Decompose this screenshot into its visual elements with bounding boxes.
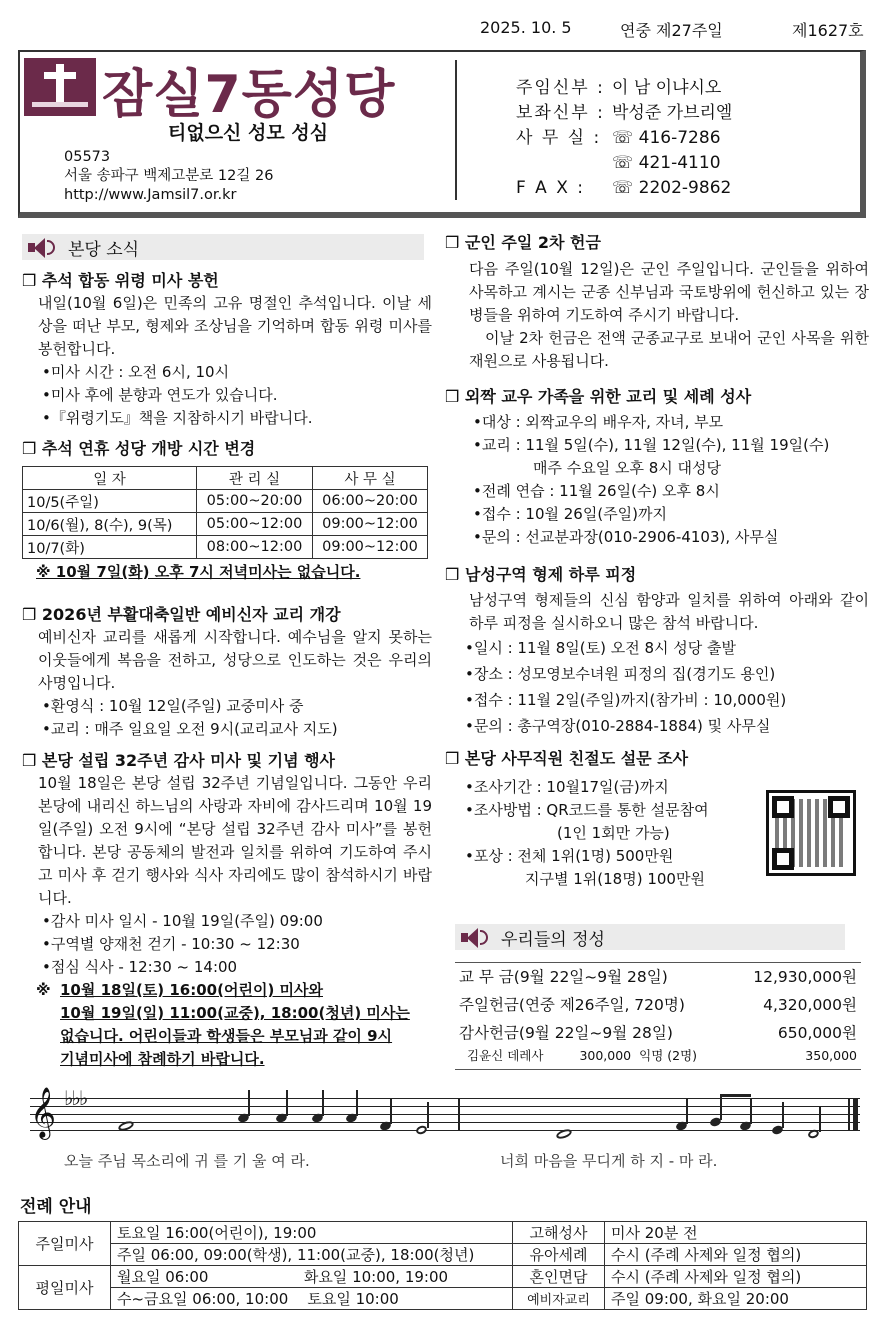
table-cell: 유아세례 bbox=[513, 1244, 605, 1266]
table-cell: 08:00~12:00 bbox=[197, 536, 313, 559]
row-label: 평일미사 bbox=[19, 1266, 111, 1310]
section-anniversary bbox=[22, 750, 432, 1071]
table-cell: 수시 (주례 사제와 일정 협의) bbox=[605, 1266, 867, 1288]
section-body: 예비신자 교리를 새롭게 시작합니다. 예수님을 알지 못하는 이웃들에게 복음을 전하고, 성당으로 인도하는 것은 우리의 사명입니다. bbox=[38, 628, 432, 692]
offering-label: 교 무 금(9월 22일~9월 28일) bbox=[459, 968, 668, 986]
section-body: 내일(10월 6일)은 민족의 고유 명절인 추석입니다. 이날 세상을 떠난 부모, 형제와 조상님을 기억하며 합동 위령 미사를 봉헌합니다. bbox=[38, 294, 432, 358]
list-item: 매주 수요일 오후 8시 대성당 bbox=[533, 459, 722, 477]
notice-line: 10월 18일(토) 16:00(어린이) 미사와 bbox=[60, 981, 323, 999]
street-address: 서울 송파구 백제고분로 12길 26 bbox=[64, 168, 274, 184]
table-header: 관 리 실 bbox=[197, 467, 313, 490]
table-cell: 09:00~12:00 bbox=[313, 536, 428, 559]
donor-name-2: 익명 (2명) bbox=[639, 1048, 698, 1063]
parish-address bbox=[64, 148, 273, 205]
treble-clef-icon: 𝄞 bbox=[30, 1087, 57, 1138]
speaker-icon bbox=[26, 237, 54, 257]
liturgy-title: 전례 안내 bbox=[20, 1197, 92, 1217]
list-item: •구역별 양재천 걷기 - 10:30 ~ 12:30 bbox=[42, 935, 300, 953]
section-title: ❒ 외짝 교우 가족을 위한 교리 및 세례 성사 bbox=[445, 387, 752, 406]
section-body: 10월 18일은 본당 설립 32주년 기념일입니다. 그동안 우리 본당에 내리신 하느님의 사랑과 자비에 감사드리며 10월 19일(주일) 오전 9시에 “본당 설립 32주년 감사 미사”를 봉헌합니다. 본당 공동체의 발전과 일치를 위하여 기도하여 주시고 미사 후 걷기 행사와 식사 자리에도 많이 참석하시기 바랍니다. bbox=[38, 774, 432, 907]
table-cell: 토요일 16:00(어린이), 19:00 bbox=[111, 1222, 513, 1244]
notice-text: ※ 10월 7일(화) 오후 7시 저녁미사는 없습니다. bbox=[36, 563, 361, 581]
list-item: •점심 식사 - 12:30 ~ 14:00 bbox=[42, 958, 238, 976]
list-item: •교리 : 11월 5일(수), 11월 12일(수), 11월 19일(수) bbox=[473, 436, 830, 454]
section-title: ❒ 추석 연휴 성당 개방 시간 변경 bbox=[22, 439, 256, 458]
list-item: •장소 : 성모영보수녀원 피정의 집(경기도 용인) bbox=[465, 665, 776, 683]
table-cell: 주일 06:00, 09:00(학생), 11:00(교중), 18:00(청년) bbox=[111, 1244, 513, 1266]
key-signature-icon: ♭♭♭ bbox=[64, 1086, 87, 1110]
postal-code: 05573 bbox=[64, 149, 111, 165]
list-item: •조사방법 : QR코드를 통한 설문참여 bbox=[465, 801, 709, 819]
row-label: 주일미사 bbox=[19, 1222, 111, 1266]
table-cell: 수시 (주례 사제와 일정 협의) bbox=[605, 1244, 867, 1266]
beam bbox=[720, 1094, 751, 1097]
list-item: •전례 연습 : 11월 26일(수) 오후 8시 bbox=[473, 482, 720, 500]
list-item: •감사 미사 일시 - 10월 19일(주일) 09:00 bbox=[42, 912, 323, 930]
offerings-table bbox=[455, 962, 861, 1070]
section-body-2: 이날 2차 헌금은 전액 군종교구로 보내어 군인 사목을 위한 재원으로 사용됩니다. bbox=[469, 329, 869, 370]
list-item: •『위령기도』책을 지참하시기 바랍니다. bbox=[42, 409, 313, 427]
section-opening-hours bbox=[22, 438, 432, 584]
donor-amount-2: 350,000 bbox=[805, 1048, 857, 1063]
list-item: •포상 : 전체 1위(1명) 500만원 bbox=[465, 847, 674, 865]
bar-line bbox=[458, 1098, 460, 1130]
table-cell: 10/7(화) bbox=[23, 536, 197, 559]
table-cell: 09:00~12:00 bbox=[313, 513, 428, 536]
news-header bbox=[22, 234, 424, 260]
notice-line: 10월 19일(일) 11:00(교중), 18:00(청년) 미사는 bbox=[60, 1004, 410, 1022]
table-cell: 10/5(주일) bbox=[23, 490, 197, 513]
offering-row bbox=[455, 963, 861, 991]
section-family-catechesis bbox=[445, 386, 869, 549]
table-cell: 05:00~20:00 bbox=[197, 490, 313, 513]
table-cell: 혼인면담 bbox=[513, 1266, 605, 1288]
offering-label: 주일헌금(연중 제26주일, 720명) bbox=[459, 996, 685, 1014]
offering-amount: 650,000원 bbox=[777, 1024, 857, 1042]
section-body: 남성구역 형제들의 신심 함양과 일치를 위하여 아래와 같이 하루 피정을 실시하오니 많은 참석 바랍니다. bbox=[469, 591, 869, 632]
list-item: •대상 : 외짝교우의 배우자, 자녀, 부모 bbox=[473, 413, 724, 431]
issue-number: 제1627호 bbox=[792, 21, 864, 40]
parish-title: 잠실7동성당 bbox=[102, 65, 396, 125]
section-title: ❒ 추석 합동 위령 미사 봉헌 bbox=[22, 271, 219, 290]
staff-key: 보좌신부 : bbox=[516, 103, 605, 123]
section-mens-retreat bbox=[445, 564, 869, 739]
table-cell: 06:00~20:00 bbox=[313, 490, 428, 513]
parish-subtitle: 티없으신 성모 성심 bbox=[168, 122, 329, 144]
website-link[interactable]: http://www.Jamsil7.or.kr bbox=[64, 187, 237, 203]
notice-text bbox=[60, 979, 410, 1071]
notice-mark: ※ bbox=[36, 981, 51, 999]
section-catechumen bbox=[22, 604, 432, 741]
masthead-divider bbox=[455, 60, 457, 200]
staff-value: 박성준 가브리엘 bbox=[612, 103, 733, 123]
list-item: •일시 : 11월 8일(토) 오전 8시 성당 출발 bbox=[465, 639, 737, 657]
section-body: 다음 주일(10월 12일)은 군인 주일입니다. 군인들을 위하여 사목하고 계시는 군종 신부님과 국토방위에 헌신하고 있는 장병들을 위하여 기도하여 주시기 바랍니다. bbox=[469, 260, 869, 324]
staff-value: ☏ 416-7286 bbox=[612, 128, 721, 148]
section-title: ❒ 본당 사무직원 친절도 설문 조사 bbox=[445, 749, 689, 768]
offerings-header bbox=[455, 924, 845, 950]
lyrics-line-1: 오늘 주님 목소리에 귀 를 기 울 여 라. bbox=[64, 1152, 310, 1170]
staff-value: ☏ 2202-9862 bbox=[612, 178, 732, 198]
section-title: ❒ 2026년 부활대축일반 예비신자 교리 개강 bbox=[22, 605, 341, 624]
liturgical-week: 연중 제27주일 bbox=[620, 21, 723, 40]
donor-amount: 300,000 bbox=[579, 1048, 632, 1063]
offering-amount: 12,930,000원 bbox=[753, 968, 857, 986]
staff-value: 이 남 이냐시오 bbox=[612, 78, 722, 98]
list-item: •미사 후에 분향과 연도가 있습니다. bbox=[42, 386, 278, 404]
opening-hours-table bbox=[22, 466, 428, 559]
notice-line: 기념미사에 참례하기 바랍니다. bbox=[60, 1050, 265, 1068]
section-chuseok-mass bbox=[22, 270, 432, 430]
parish-logo-icon bbox=[24, 58, 96, 116]
table-cell: 주일 09:00, 화요일 20:00 bbox=[605, 1288, 867, 1310]
list-item: •미사 시간 : 오전 6시, 10시 bbox=[42, 363, 230, 381]
table-cell: 미사 20분 전 bbox=[605, 1222, 867, 1244]
section-military-sunday bbox=[445, 232, 869, 373]
offerings-title: 우리들의 정성 bbox=[501, 929, 605, 950]
lyrics-line-2: 너희 마음을 무디게 하 지 - 마 라. bbox=[500, 1152, 718, 1170]
table-cell: 05:00~12:00 bbox=[197, 513, 313, 536]
section-survey bbox=[445, 748, 765, 891]
section-title: ❒ 본당 설립 32주년 감사 미사 및 기념 행사 bbox=[22, 751, 336, 770]
liturgy-table bbox=[18, 1221, 867, 1310]
list-item: 지구별 1위(18명) 100만원 bbox=[525, 870, 705, 888]
notice-line: 없습니다. 어린이들과 학생들은 부모님과 같이 9시 bbox=[60, 1027, 393, 1045]
news-title: 본당 소식 bbox=[68, 239, 140, 260]
staff-list bbox=[516, 76, 732, 201]
offering-row bbox=[455, 991, 861, 1019]
list-item: •환영식 : 10월 12일(주일) 교중미사 중 bbox=[42, 697, 304, 715]
offering-donors bbox=[455, 1047, 861, 1069]
speaker-icon bbox=[459, 927, 487, 947]
section-title: ❒ 군인 주일 2차 헌금 bbox=[445, 233, 601, 252]
table-header: 사 무 실 bbox=[313, 467, 428, 490]
staff-key: 주임신부 : bbox=[516, 78, 605, 98]
staff-key bbox=[516, 151, 612, 176]
offering-label: 감사헌금(9월 22일~9월 28일) bbox=[459, 1024, 673, 1042]
staff-value: ☏ 421-4110 bbox=[612, 153, 721, 173]
table-cell: 고해성사 bbox=[513, 1222, 605, 1244]
list-item: •접수 : 10월 26일(주일)까지 bbox=[473, 505, 668, 523]
section-title: ❒ 남성구역 형제 하루 피정 bbox=[445, 565, 637, 584]
qr-code-icon[interactable] bbox=[766, 790, 856, 876]
list-item: •조사기간 : 10월17일(금)까지 bbox=[465, 778, 669, 796]
table-cell: 월요일 06:00 화요일 10:00, 19:00 bbox=[111, 1266, 513, 1288]
list-item: (1인 1회만 가능) bbox=[557, 824, 670, 842]
list-item: •교리 : 매주 일요일 오전 9시(교리교사 지도) bbox=[42, 720, 338, 738]
table-cell: 수~금요일 06:00, 10:00 토요일 10:00 bbox=[111, 1288, 513, 1310]
table-cell: 예비자교리 bbox=[513, 1288, 605, 1310]
anniversary-notice bbox=[22, 979, 432, 1071]
staff-key: 사 무 실 : bbox=[516, 128, 602, 148]
staff-key: F A X : bbox=[516, 178, 585, 198]
list-item: •문의 : 총구역장(010-2884-1884) 및 사무실 bbox=[465, 717, 771, 735]
table-cell: 10/6(월), 8(수), 9(목) bbox=[23, 513, 197, 536]
list-item: •접수 : 11월 2일(주일)까지(참가비 : 10,000원) bbox=[465, 691, 787, 709]
final-bar-line-thick bbox=[853, 1098, 858, 1130]
bulletin-date: 2025. 10. 5 bbox=[480, 18, 572, 37]
offering-row bbox=[455, 1019, 861, 1047]
final-bar-line bbox=[848, 1098, 850, 1130]
offering-amount: 4,320,000원 bbox=[763, 996, 857, 1014]
donor-name: 김윤신 데레사 bbox=[467, 1048, 544, 1063]
table-header: 일 자 bbox=[23, 467, 197, 490]
list-item: •문의 : 선교분과장(010-2906-4103), 사무실 bbox=[473, 528, 779, 546]
